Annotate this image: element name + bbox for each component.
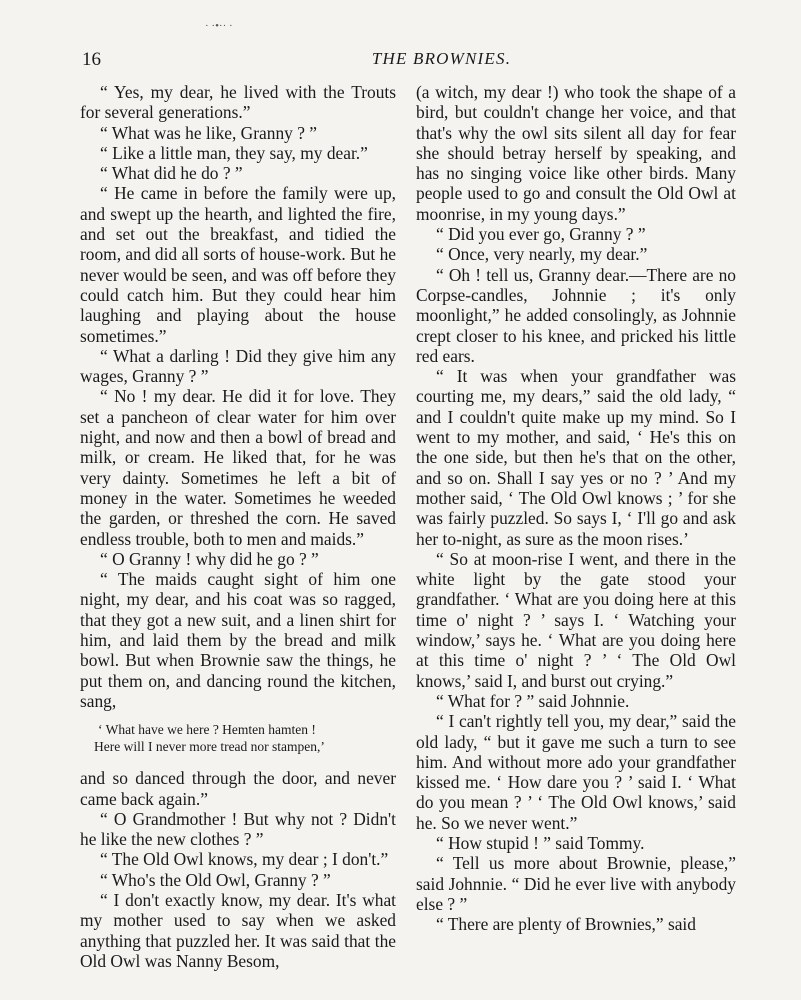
- paragraph: (a witch, my dear !) who took the shape of a bird, but couldn't change her voice, and that that's why the owl sits silent all day for fear she should betray herself by speaking, and has no singing voice like other birds. Many people used to go and consult the Old Owl at moonrise, in my young days.”: [416, 82, 736, 224]
- paragraph: “ So at moon-rise I went, and there in the white light by the gate stood your grandfather. ‘ What are you doing here at this time o' night ? ’ says I. ‘ Watching your window,’ says he. ‘ What are you doing here at this time o' night ? ’ ‘ The Old Owl knows,’ said I, and burst out crying.”: [416, 548, 736, 691]
- paragraph: “ It was when your grandfather was courting me, my dears,” said the old lady, “ and I couldn't quite make up my mind. So I went to my mother, and said, ‘ He's this on the one side, but then he's that on the other, and so on. Shall I say yes or no ? ’ And my mother said, ‘ The Old Owl knows ; ’ for she was fairly puzzled. So says I, ‘ I'll go and ask her to-night, as sure as the moon rises.’: [416, 366, 736, 549]
- page-number: 16: [82, 49, 101, 70]
- paragraph: “ What for ? ” said Johnnie.: [436, 690, 630, 711]
- paragraph: “ Once, very nearly, my dear.”: [436, 244, 648, 265]
- paragraph: “ What a darling ! Did they give him any wages, Granny ? ”: [80, 345, 396, 387]
- paragraph: “ What was he like, Granny ? ”: [100, 122, 317, 143]
- paragraph: “ The Old Owl knows, my dear ; I don't.”: [100, 849, 389, 870]
- paragraph: and so danced through the door, and never came back again.”: [80, 768, 396, 809]
- paragraph: “ The maids caught sight of him one night, my dear, and his coat was so ragged, that they got a new suit, and a linen shirt for him, and laid them by the bread and milk bowl. But when Brownie saw the things, he put them on, and dancing round the kitchen, sang,: [80, 569, 396, 711]
- paragraph: “ What did he do ? ”: [100, 163, 243, 184]
- paragraph: “ Yes, my dear, he lived with the Trouts for several generations.”: [80, 82, 396, 123]
- page-header: [82, 49, 741, 73]
- verse-line: ‘ What have we here ? Hemten hamten !: [98, 722, 316, 738]
- paragraph: “ No ! my dear. He did it for love. They set a pancheon of clear water for him over night, and now and then a bowl of bread and milk, or cream. He liked that, for he was very dainty. Sometimes he left a bit of money in the water. Sometimes he weeded the garden, or threshed the corn. He saved endless trouble, both to men and maids.”: [80, 386, 396, 549]
- paragraph: “ Oh ! tell us, Granny dear.—There are no Corpse-candles, Johnnie ; it's only moonlight,” he added consolingly, as Johnnie crept closer to his knee, and pricked his little red ears.: [416, 264, 736, 366]
- paragraph: “ He came in before the family were up, and swept up the hearth, and lighted the fire, and set out the breakfast, and tidied the room, and did all sorts of house-work. But he never would be seen, and was off before they could catch him. But they could hear him laughing and playing about the house sometimes.”: [80, 183, 396, 346]
- paragraph: “ O Granny ! why did he go ? ”: [100, 548, 319, 569]
- paragraph: “ Who's the Old Owl, Granny ? ”: [100, 869, 331, 890]
- print-speck: · ·•·· ·: [205, 20, 233, 32]
- paragraph: “ Did you ever go, Granny ? ”: [436, 224, 646, 245]
- paragraph: “ I don't exactly know, my dear. It's what my mother used to say when we asked anything that puzzled her. It was said that the Old Owl was Nanny Besom,: [80, 889, 396, 971]
- paragraph: “ There are plenty of Brownies,” said: [436, 914, 696, 935]
- paragraph: “ O Grandmother ! But why not ? Didn't he like the new clothes ? ”: [80, 808, 396, 850]
- paragraph: “ How stupid ! ” said Tommy.: [436, 832, 645, 853]
- verse-line: Here will I never more tread nor stampen,’: [94, 739, 325, 755]
- left-column: [80, 82, 396, 971]
- paragraph: “ I can't rightly tell you, my dear,” said the old lady, “ but it gave me such a turn to see him. And without more ado your grandfather kissed me. ‘ How dare you ? ’ said I. ‘ What do you mean ? ’ ‘ The Old Owl knows,’ said he. So we never went.”: [416, 711, 736, 833]
- paragraph: “ Tell us more about Brownie, please,” said Johnnie. “ Did he ever live with anybody else ? ”: [416, 853, 736, 914]
- song-verse: [94, 721, 396, 755]
- paragraph: “ Like a little man, they say, my dear.”: [100, 142, 368, 163]
- right-column: [416, 82, 736, 934]
- running-title: THE BROWNIES.: [371, 49, 512, 68]
